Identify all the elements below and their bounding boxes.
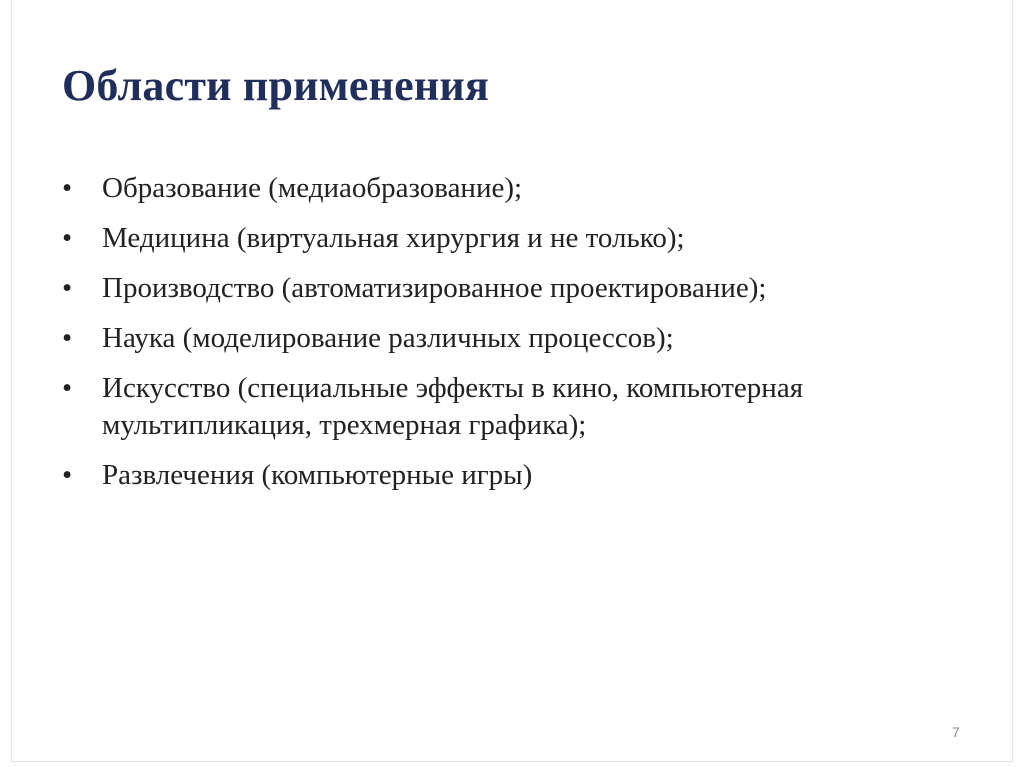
list-item [62, 320, 822, 357]
bullet-icon: • [62, 172, 73, 204]
list-item [62, 457, 822, 494]
bullet-icon: • [62, 322, 73, 354]
bullet-icon: • [62, 222, 73, 254]
list-item [62, 270, 822, 307]
bullet-icon: • [62, 372, 73, 404]
bullet-icon: • [62, 272, 73, 304]
list-item [62, 370, 822, 444]
list-item-text: Образование (медиаобразование); [102, 172, 523, 204]
list-item-text: Развлечения (компьютерные игры) [102, 459, 533, 491]
list-item-text: Производство (автоматизированное проектирование); [102, 272, 767, 304]
list-item-text: Наука (моделирование различных процессов); [102, 322, 674, 354]
list-item-text: Медицина (виртуальная хирургия и не только); [102, 222, 685, 254]
bullet-icon: • [62, 459, 73, 491]
list-item [62, 220, 822, 257]
bullet-list [62, 170, 822, 507]
slide-title: Области применения [62, 61, 489, 110]
list-item [62, 170, 822, 207]
list-item-text: Искусство (специальные эффекты в кино, компьютерная мультипликация, трехмерная графика); [102, 372, 804, 441]
page-number: 7 [952, 724, 960, 740]
